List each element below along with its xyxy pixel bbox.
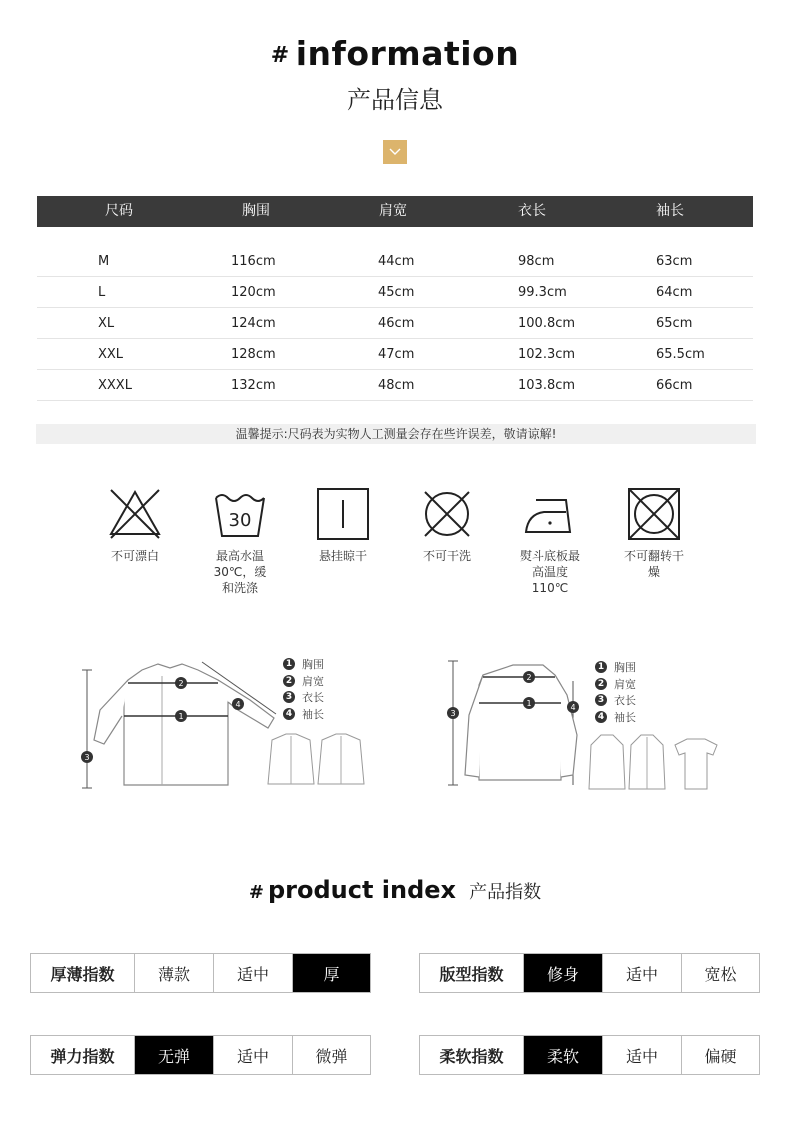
cell: 66cm	[656, 378, 693, 393]
index-key: 厚薄指数	[31, 954, 135, 992]
svg-text:4: 4	[235, 700, 241, 709]
care-label	[185, 548, 295, 596]
section-subtitle: 产品信息	[347, 86, 443, 114]
svg-text:2: 2	[526, 673, 532, 682]
no-tumble-dry-icon	[626, 486, 682, 542]
cell: XXL	[98, 347, 124, 362]
index-option-selected: 无弹	[135, 1036, 214, 1074]
care-item	[80, 486, 190, 564]
index-option-selected: 柔软	[524, 1036, 603, 1074]
legend-number: 1	[283, 658, 295, 670]
care-item	[185, 486, 295, 596]
cell: 103.8cm	[518, 378, 576, 393]
size-table-header	[37, 196, 753, 227]
care-label: 悬挂晾干	[318, 549, 367, 563]
care-item	[288, 486, 398, 564]
legend-number: 1	[595, 661, 607, 673]
index-key: 弹力指数	[31, 1036, 135, 1074]
index-option: 偏硬	[704, 1046, 737, 1066]
sweater-legend	[595, 659, 636, 725]
care-label	[495, 548, 605, 596]
care-label-line: 熨斗底板最	[519, 549, 580, 563]
index-softness	[419, 1035, 760, 1075]
care-label	[599, 548, 709, 580]
cell: 116cm	[231, 254, 276, 269]
col-size: 尺码	[105, 203, 133, 219]
care-label-line: 110℃	[531, 581, 569, 595]
legend-label: 衣长	[614, 694, 636, 708]
index-option: 适中	[603, 954, 682, 992]
svg-text:1: 1	[526, 699, 532, 708]
col-sleeve: 袖长	[656, 203, 684, 219]
cell: 99.3cm	[518, 285, 567, 300]
no-bleach-icon	[107, 486, 163, 542]
cell: XXXL	[98, 378, 132, 393]
section-title-information: # information	[270, 34, 520, 73]
legend-number: 3	[283, 691, 295, 703]
index-elasticity	[30, 1035, 371, 1075]
legend-label: 袖长	[302, 707, 324, 721]
col-length: 衣长	[518, 203, 546, 219]
cell: 100.8cm	[518, 316, 576, 331]
cell: 45cm	[378, 285, 415, 300]
shirt-legend	[283, 656, 324, 722]
cell: 47cm	[378, 347, 415, 362]
col-chest: 胸围	[242, 203, 270, 219]
legend-label: 袖长	[614, 710, 636, 724]
wash-30-icon	[212, 486, 268, 542]
index-fit	[419, 953, 760, 993]
care-label-line: 高温度	[531, 565, 568, 579]
legend-label: 肩宽	[614, 677, 636, 691]
cell: M	[98, 254, 110, 269]
table-row	[37, 308, 753, 339]
no-dry-clean-icon	[419, 486, 475, 542]
index-option-selected: 修身	[524, 954, 603, 992]
sweater-measurement-diagram	[443, 655, 733, 800]
cell: 64cm	[656, 285, 693, 300]
cell: 124cm	[231, 316, 276, 331]
shirt-measurement-diagram	[78, 650, 378, 800]
svg-text:4: 4	[570, 703, 576, 712]
line-dry-icon	[315, 486, 371, 542]
legend-number: 4	[283, 708, 295, 720]
index-option: 微弹	[315, 1046, 348, 1066]
svg-text:3: 3	[450, 709, 456, 718]
care-label: 不可漂白	[110, 549, 159, 563]
cell: 48cm	[378, 378, 415, 393]
cell: 65cm	[656, 316, 693, 331]
legend-label: 胸围	[302, 658, 324, 672]
cell: 98cm	[518, 254, 555, 269]
cell: 44cm	[378, 254, 415, 269]
legend-label: 肩宽	[302, 674, 324, 688]
section-title-product-index: # product index 产品指数	[248, 876, 542, 904]
svg-text:1: 1	[178, 712, 184, 721]
svg-text:3: 3	[84, 753, 90, 762]
cell: 63cm	[656, 254, 693, 269]
care-item	[599, 486, 709, 580]
cell: 120cm	[231, 285, 276, 300]
index-option: 薄款	[135, 954, 214, 992]
care-item	[392, 486, 502, 564]
care-label-line: 30℃，缓	[213, 565, 267, 579]
table-row	[37, 277, 753, 308]
legend-label: 衣长	[302, 691, 324, 705]
care-label: 不可干洗	[422, 549, 471, 563]
index-option: 适中	[603, 1036, 682, 1074]
index-key: 版型指数	[420, 954, 524, 992]
care-label-line: 燥	[647, 565, 660, 579]
cell: 102.3cm	[518, 347, 576, 362]
legend-label: 胸围	[614, 661, 636, 675]
legend-number: 4	[595, 711, 607, 723]
cell: 128cm	[231, 347, 276, 362]
col-shoulder: 肩宽	[379, 203, 407, 219]
table-row	[37, 339, 753, 370]
care-label-line: 最高水温	[215, 549, 264, 563]
cell: 46cm	[378, 316, 415, 331]
index-option: 适中	[214, 954, 293, 992]
chevron-down-icon	[383, 140, 407, 164]
cell: L	[98, 285, 106, 300]
index-option-selected: 厚	[293, 954, 370, 992]
table-row	[37, 370, 753, 401]
svg-text:2: 2	[178, 679, 184, 688]
size-notice: 温馨提示:尺码表为实物人工测量会存在些许误差，敬请谅解!	[36, 424, 756, 444]
cell: 65.5cm	[656, 347, 705, 362]
table-row	[37, 246, 753, 277]
iron-icon	[522, 486, 578, 542]
care-item	[495, 486, 605, 596]
cell: XL	[98, 316, 115, 331]
legend-number: 2	[595, 678, 607, 690]
index-option: 宽松	[704, 964, 737, 984]
cell: 132cm	[231, 378, 276, 393]
svg-text:30: 30	[228, 510, 252, 531]
legend-number: 3	[595, 694, 607, 706]
legend-number: 2	[283, 675, 295, 687]
index-thickness	[30, 953, 371, 993]
index-key: 柔软指数	[420, 1036, 524, 1074]
care-label-line: 和洗涤	[221, 581, 258, 595]
care-label-line: 不可翻转干	[623, 549, 684, 563]
index-option: 适中	[214, 1036, 293, 1074]
